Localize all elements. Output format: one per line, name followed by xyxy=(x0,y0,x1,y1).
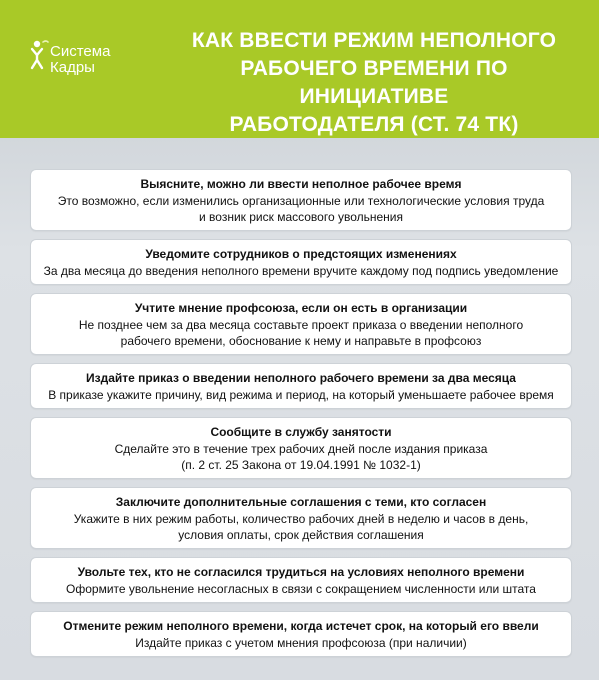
step-title: Увольте тех, кто не согласился трудиться на условиях неполного времени xyxy=(77,565,525,579)
step-description-line: Укажите в них режим работы, количество рабочих дней в неделю и часов в день, xyxy=(73,512,529,526)
step-card-7 xyxy=(30,557,572,603)
steps-list xyxy=(30,169,572,665)
step-description xyxy=(41,387,561,403)
step-description xyxy=(41,511,561,543)
step-title: Учтите мнение профсоюза, если он есть в организации xyxy=(134,301,468,315)
step-description-line: (п. 2 ст. 25 Закона от 19.04.1991 № 1032-1) xyxy=(181,458,421,472)
step-title: Отмените режим неполного времени, когда истечет срок, на который его ввели xyxy=(63,619,539,633)
step-description xyxy=(41,581,561,597)
step-card-1 xyxy=(30,169,572,231)
step-description xyxy=(41,263,561,279)
step-card-2 xyxy=(30,239,572,285)
step-description xyxy=(41,193,561,225)
step-card-6 xyxy=(30,487,572,549)
step-description-line: Это возможно, если изменились организационные или технологические условия труда xyxy=(57,194,545,208)
step-card-8 xyxy=(30,611,572,657)
step-title: Выясните, можно ли ввести неполное рабочее время xyxy=(140,177,462,191)
step-card-3 xyxy=(30,293,572,355)
step-title: Уведомите сотрудников о предстоящих изменениях xyxy=(145,247,457,261)
page-title xyxy=(168,27,580,139)
brand-name-line-2: Кадры xyxy=(50,59,95,76)
step-description-line: и возник риск массового увольнения xyxy=(199,210,403,224)
step-description-line: Оформите увольнение несогласных в связи с сокращением численности или штата xyxy=(66,582,536,596)
step-card-4 xyxy=(30,363,572,409)
title-line-1: КАК ВВЕСТИ РЕЖИМ НЕПОЛНОГО xyxy=(191,29,557,52)
brand-name-line-1: Система xyxy=(50,43,111,60)
step-description-line: В приказе укажите причину, вид режима и период, на который уменьшаете рабочее время xyxy=(48,388,554,402)
brand-logo xyxy=(28,38,148,86)
title-line-3: РАБОТОДАТЕЛЯ (СТ. 74 ТК) xyxy=(229,113,519,136)
header-banner xyxy=(0,0,599,138)
step-description-line: рабочего времени, обоснование к нему и направьте в профсоюз xyxy=(120,334,482,348)
step-description xyxy=(41,317,561,349)
step-description-line: Не позднее чем за два месяца составьте проект приказа о введении неполного xyxy=(78,318,524,332)
step-description xyxy=(41,441,561,473)
step-description-line: Сделайте это в течение трех рабочих дней после издания приказа xyxy=(114,442,488,456)
brand-name xyxy=(50,44,110,76)
step-title: Заключите дополнительные соглашения с теми, кто согласен xyxy=(115,495,487,509)
step-description-line: условия оплаты, срок действия соглашения xyxy=(178,528,424,542)
person-logo-icon xyxy=(28,38,50,72)
step-card-5 xyxy=(30,417,572,479)
step-description xyxy=(41,635,561,651)
step-title: Издайте приказ о введении неполного рабочего времени за два месяца xyxy=(86,371,516,385)
step-description-line: Издайте приказ с учетом мнения профсоюза (при наличии) xyxy=(135,636,467,650)
step-title: Сообщите в службу занятости xyxy=(210,425,392,439)
step-description-line: За два месяца до введения неполного времени вручите каждому под подпись уведомление xyxy=(43,264,559,278)
title-line-2: РАБОЧЕГО ВРЕМЕНИ ПО ИНИЦИАТИВЕ xyxy=(240,57,508,108)
